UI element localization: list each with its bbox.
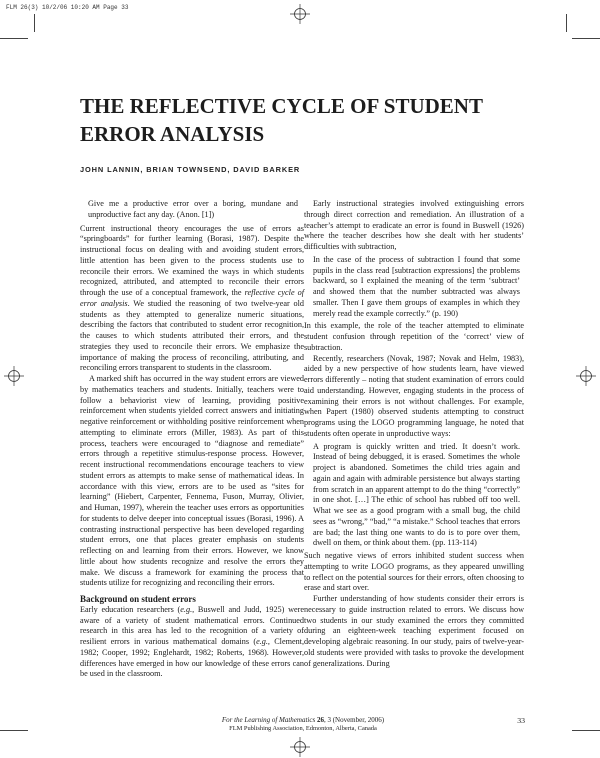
title-line: THE REFLECTIVE CYCLE OF STUDENT — [80, 94, 483, 118]
text-run: , 3 (November, 2006) — [323, 716, 385, 724]
paragraph: Early instructional strategies involved extinguishing errors through direct correction and remediation. An illustration of a teacher’s attempt to eradicate an error is found in Buswell (1926) where the teacher describes how she dealt with her students’ difficulties with subtraction, — [304, 199, 524, 251]
text-run: Early education researchers ( — [80, 604, 181, 614]
registration-mark-bottom-icon — [290, 737, 310, 757]
paragraph: Such negative views of errors inhibited student success when attempting to write LOGO programs, as they appeared unwilling to reflect on the potential sources for their errors, often choosing to erase and start over. — [304, 551, 524, 593]
journal-citation — [80, 716, 526, 724]
registration-mark-top-icon — [290, 4, 310, 24]
epigraph: Give me a productive error over a boring, mundane and unproductive fact any day. (Anon. [1]) — [88, 199, 298, 219]
crop-mark — [566, 14, 567, 32]
registration-mark-right-icon — [576, 366, 596, 386]
section-heading: Background on student errors — [80, 594, 196, 604]
publisher-line: FLM Publishing Association, Edmonton, Alberta, Canada — [229, 725, 377, 732]
paragraph: A marked shift has occurred in the way student errors are viewed by mathematics teachers and students. Initially, teachers were to follow a behaviorist view of learning, providing positive reinforcement when students yielded correct answers and initiating negative reinforcement or withholding positive reinforcement when attempting to eliminate errors (Miller, 1983). As part of this process, teachers were encouraged to “diagnose and remediate” errors through a repetitive stimulus-response process. However, recent instructional recommendations encourage teachers to view student errors as attempts to make sense of mathematical ideas. In accordance with this view, errors are to be used as “sites for learning” (Hiebert, Carpenter, Fennema, Fuson, Murray, Olivier, and Human, 1997), wherein the teacher uses errors as opportunities for students to delve deeper into conceptual issues (Borasi, 1996). A contrasting instructional perspective has been developed regarding student errors, one that places greater emphasis on students reflecting on and learning from their errors. However, we know little about how students recognize and resolve the errors they make. We discuss a framework for examining the process that students utilize for recognizing and reconciling their errors. — [80, 374, 304, 588]
text-run: . We studied the reasoning of two twelve-year old students as they attempted to generalize numeric situations, describing the factors that contributed to student error recognition, the causes to which students attributed their errors, and the strategies they used to reconcile their errors. We emphasize the importance of making the process of reconciling, attributing, and reconciling errors transparent to students in the classroom. — [80, 298, 304, 373]
volume-number: 26 — [316, 716, 324, 724]
italic-term: e.g. — [180, 604, 193, 614]
block-quote: In the case of the process of subtraction I found that some pupils in the class read [subtraction expressions] the problems backward, so I explained the meaning of the term ‘subtract’ and showed them that the number subtracted was always smaller. Then I gave them groups of examples in which they merely read the example correctly.” (p. 190) — [313, 254, 520, 318]
title-line: ERROR ANALYSIS — [80, 122, 265, 146]
text-run: , Buswell and Judd, 1925) were aware of a variety of student mathematical errors. Continued research in this area has led to the recognition of a variety of resilient errors in various mathematical domains ( — [80, 604, 304, 646]
block-quote: A program is quickly written and tried. It doesn’t work. Instead of being debugged, it is erased. Sometimes the whole project is abandoned. Sometimes the child tries again and again and again with admirable persistence but always starting from scratch in an apparent attempt to do the thing “correctly” in one shot. […] The ethic of school has rubbed off too well. What we see as a good program with a small bug, the child sees as “wrong,” “bad,” “a mistake.” School teaches that errors are bad; the last thing one wants to do is to pore over them, dwell on them, or think about them. (pp. 113-114) — [313, 441, 520, 548]
page-number: 33 — [517, 716, 525, 725]
left-column — [80, 199, 304, 680]
article-title — [80, 92, 520, 148]
right-column — [304, 199, 524, 669]
paragraph — [80, 224, 304, 375]
print-slug: FLM 26(3) 10/2/06 10:20 AM Page 33 — [6, 4, 129, 11]
paragraph: Recently, researchers (Novak, 1987; Novak and Helm, 1983), aided by a new perspective of how students learn, have viewed errors differently – noting that student examination of errors could aid understanding. However, engaging students in the process of examining their errors is not without challenges. For example, when Papert (1980) observed students attempting to construct programs using the LOGO programming language, he noted that students often operate in unproductive ways: — [304, 353, 524, 438]
italic-term: reflective cycle of error analysis — [80, 288, 304, 308]
crop-mark — [34, 14, 35, 32]
crop-mark — [0, 730, 28, 731]
italic-term: e.g. — [256, 637, 268, 646]
crop-mark — [0, 38, 28, 39]
paragraph — [80, 605, 304, 680]
paragraph: Further understanding of how students consider their errors is necessary to guide instruction related to errors. We discuss how two students in our study examined the errors they committed during an eighteen-week teaching experiment focused on developing algebraic reasoning. In our study, pairs of twelve-year-old students were provided with tasks to provoke the development of generalizations. During — [304, 594, 524, 668]
crop-mark — [572, 38, 600, 39]
paragraph: In this example, the role of the teacher attempted to eliminate student confusion through repetition of the ‘correct’ view of subtraction. — [304, 321, 524, 352]
text-run: Current instructional theory encourages the use of errors as “springboards” for further learning (Borasi, 1987). Despite the instructional focus on dealing with and avoiding student errors, little attention has been given to the process students use to reconcile their errors. We examined the ways in which students recognized, attributed, and attempted to reconcile their errors through the use of a conceptual framework, the — [80, 223, 304, 297]
author-list: JOHN LANNIN, BRIAN TOWNSEND, DAVID BARKER — [80, 165, 301, 174]
text-run: For the Learning of Mathematics — [221, 716, 317, 724]
crop-mark — [572, 730, 600, 731]
registration-mark-left-icon — [4, 366, 24, 386]
text-run: , Clement, 1982; Cooper, 1992; Englehardt, 1982; Roberts, 1968). However, differences have emerged in how our knowledge of these errors can be used in the classroom. — [80, 637, 304, 679]
